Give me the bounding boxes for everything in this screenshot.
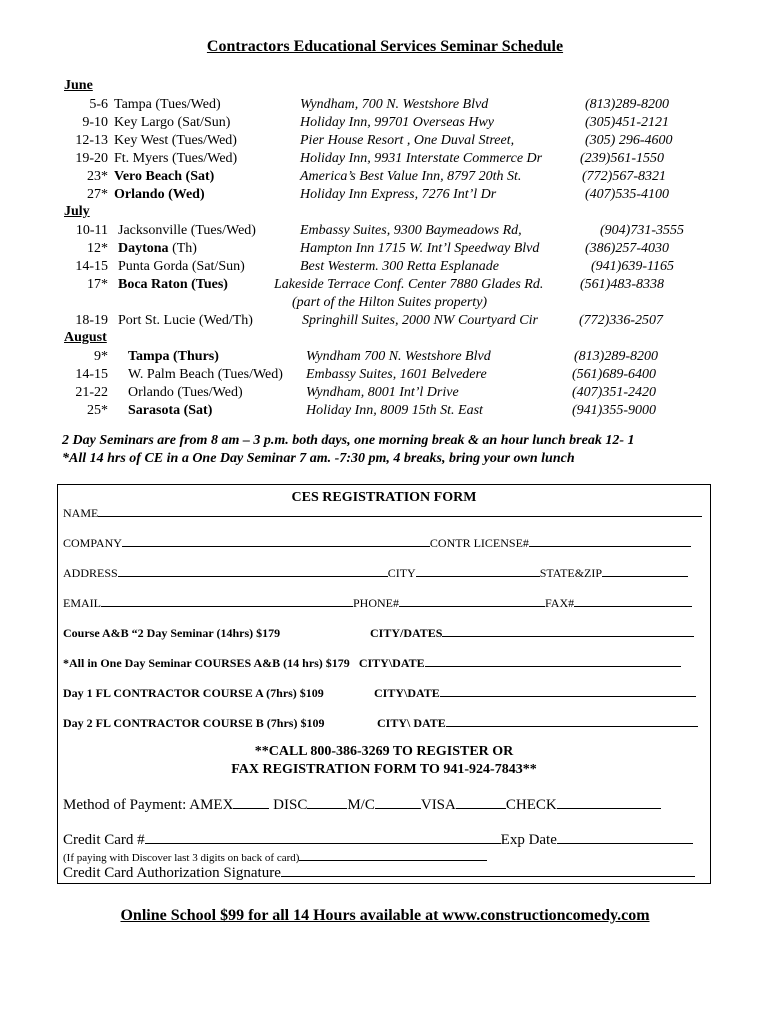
session-city: W. Palm Beach (Tues/Wed) (128, 367, 283, 382)
session-venue: Pier House Resort , One Duval Street, (300, 133, 515, 148)
session-phone: (305)451-2121 (585, 115, 669, 130)
session-phone: (813)289-8200 (574, 349, 658, 364)
session-city: Key West (Tues/Wed) (114, 133, 237, 148)
course-ab-label: Course A&B “2 Day Seminar (14hrs) $179 (63, 626, 281, 640)
session-phone: (904)731-3555 (600, 223, 684, 238)
month-label-august: August (64, 330, 107, 345)
course-ab-city (370, 626, 694, 641)
session-venue: Holiday Inn, 8009 15th St. East (306, 403, 483, 418)
signature-row (63, 865, 695, 882)
check-field[interactable] (557, 797, 661, 809)
check-label: CHECK (505, 797, 557, 813)
session-city: Ft. Myers (Tues/Wed) (114, 151, 238, 166)
discover-note-row (63, 851, 487, 864)
course-one-day-label: *All in One Day Seminar COURSES A&B (14 hrs) $179 (63, 656, 350, 670)
email-row (63, 596, 692, 611)
email-label: EMAIL (63, 596, 101, 610)
session-dates: 23* (87, 169, 108, 184)
session-city: Boca Raton (Tues) (118, 277, 228, 292)
course-a-city (374, 686, 696, 701)
name-row (63, 506, 705, 521)
session-dates: 14-15 (75, 259, 108, 274)
discover-note: (If paying with Discover last 3 digits on back of card) (63, 852, 300, 864)
amex-field[interactable] (233, 797, 269, 809)
session-dates: 10-11 (75, 223, 108, 238)
credit-card-field[interactable] (145, 832, 501, 844)
state-zip-field[interactable] (602, 566, 688, 577)
session-city: Port St. Lucie (Wed/Th) (118, 313, 253, 328)
session-dates: 27* (87, 187, 108, 202)
session-phone: (772)336-2507 (579, 313, 663, 328)
session-phone: (941)639-1165 (591, 259, 674, 274)
session-city: Tampa (Tues/Wed) (114, 97, 221, 112)
license-label: CONTR LICENSE# (429, 536, 529, 550)
month-label-july: July (64, 204, 90, 219)
credit-card-row (63, 832, 693, 849)
session-venue: Wyndham, 700 N. Westshore Blvd (300, 97, 489, 112)
course-b-label: Day 2 FL CONTRACTOR COURSE B (7hrs) $109 (63, 716, 325, 730)
session-phone: (239)561-1550 (580, 151, 664, 166)
session-dates: 18-19 (75, 313, 108, 328)
course-one-day-row (63, 656, 681, 671)
form-title: CES REGISTRATION FORM (291, 490, 477, 505)
session-city: Sarasota (Sat) (128, 403, 213, 418)
session-venue: Embassy Suites, 9300 Baymeadows Rd, (300, 223, 522, 238)
disc-field[interactable] (307, 797, 347, 809)
city-field[interactable] (416, 566, 540, 577)
fax-field[interactable] (574, 596, 692, 607)
mc-label: M/C (347, 797, 375, 813)
session-dates: 5-6 (89, 97, 108, 112)
company-row (63, 536, 691, 551)
session-venue: Embassy Suites, 1601 Belvedere (306, 367, 487, 382)
session-phone: (561)483-8338 (580, 277, 664, 292)
session-dates: 21-22 (75, 385, 108, 400)
month-label-june: June (64, 78, 93, 93)
session-phone: (407)351-2420 (572, 385, 656, 400)
session-venue: Hampton Inn 1715 W. Int’l Speedway Blvd (300, 241, 540, 256)
session-city: Tampa (Thurs) (128, 349, 219, 364)
session-dates: 9-10 (82, 115, 108, 130)
session-phone: (772)567-8321 (582, 169, 666, 184)
session-dates: 19-20 (75, 151, 108, 166)
page-title: Contractors Educational Services Seminar Schedule (206, 38, 564, 55)
session-venue: Springhill Suites, 2000 NW Courtyard Cir (302, 313, 538, 328)
online-school-link[interactable]: Online School $99 for all 14 Hours available at www.constructioncomedy.com (120, 907, 650, 924)
note-two-day: 2 Day Seminars are from 8 am – 3 p.m. both days, one morning break & an hour lunch break 12- 1 (62, 433, 635, 448)
session-venue: Holiday Inn, 99701 Overseas Hwy (300, 115, 495, 130)
signature-field[interactable] (281, 865, 695, 877)
course-ab-row (63, 626, 280, 641)
session-city: Vero Beach (Sat) (114, 169, 215, 184)
session-city: Daytona (Th) (118, 241, 197, 256)
session-dates: 9* (94, 349, 108, 364)
payment-row (63, 797, 661, 814)
note-one-day: *All 14 hrs of CE in a One Day Seminar 7 am. -7:30 pm, 4 breaks, bring your own lunch (62, 451, 575, 466)
session-phone: (305) 296-4600 (585, 133, 673, 148)
course-ab-city-label: CITY/DATES (370, 626, 443, 640)
address-label: ADDRESS (63, 566, 118, 580)
discover-digits-field[interactable] (299, 851, 487, 861)
course-b-city (377, 716, 698, 731)
session-dates: 12* (87, 241, 108, 256)
session-venue: Lakeside Terrace Conf. Center 7880 Glades Rd. (274, 277, 544, 292)
credit-card-label: Credit Card # (63, 832, 145, 848)
session-city: Orlando (Tues/Wed) (128, 385, 243, 400)
fax-label: FAX# (545, 596, 575, 610)
course-a-row (63, 686, 324, 701)
course-a-city-field[interactable] (440, 686, 696, 697)
session-city: Orlando (Wed) (114, 187, 205, 202)
course-b-city-label: CITY\ DATE (377, 716, 446, 730)
session-venue: Holiday Inn, 9931 Interstate Commerce Dr (300, 151, 543, 166)
exp-date-label: Exp Date (500, 832, 557, 848)
city-label: CITY (387, 566, 416, 580)
session-venue: America’s Best Value Inn, 8797 20th St. (300, 169, 522, 184)
signature-label: Credit Card Authorization Signature (63, 865, 281, 881)
session-venue: (part of the Hilton Suites property) (292, 295, 488, 310)
mc-field[interactable] (375, 797, 421, 809)
session-city: Punta Gorda (Sat/Sun) (118, 259, 245, 274)
address-row (63, 566, 688, 581)
phone-field[interactable] (399, 596, 545, 607)
payment-label: Method of Payment: AMEX (63, 797, 234, 813)
company-label: COMPANY (63, 536, 122, 550)
session-phone: (941)355-9000 (572, 403, 656, 418)
session-phone: (813)289-8200 (585, 97, 669, 112)
company-field[interactable] (122, 536, 430, 547)
session-venue: Wyndham, 8001 Int’l Drive (306, 385, 459, 400)
session-phone: (407)535-4100 (585, 187, 669, 202)
session-phone: (386)257-4030 (585, 241, 669, 256)
session-dates: 17* (87, 277, 108, 292)
course-ab-city-field[interactable] (442, 626, 694, 637)
course-one-day-city-field[interactable] (425, 656, 681, 667)
license-field[interactable] (529, 536, 691, 547)
session-venue: Best Westerm. 300 Retta Esplanade (300, 259, 499, 274)
course-a-city-label: CITY\DATE (374, 686, 440, 700)
name-field[interactable] (98, 506, 702, 517)
course-a-label: Day 1 FL CONTRACTOR COURSE A (7hrs) $109 (63, 686, 324, 700)
session-city: Key Largo (Sat/Sun) (114, 115, 231, 130)
exp-date-field[interactable] (557, 832, 693, 844)
session-dates: 12-13 (75, 133, 108, 148)
course-b-row (63, 716, 324, 731)
email-field[interactable] (101, 596, 353, 607)
course-one-day-city-label: CITY\DATE (358, 656, 425, 670)
session-venue: Holiday Inn Express, 7276 Int’l Dr (300, 187, 497, 202)
course-b-city-field[interactable] (446, 716, 698, 727)
disc-label: DISC (273, 797, 308, 813)
session-phone: (561)689-6400 (572, 367, 656, 382)
fax-registration: FAX REGISTRATION FORM TO 941-924-7843** (231, 762, 537, 777)
visa-field[interactable] (456, 797, 506, 809)
visa-label: VISA (420, 797, 456, 813)
address-field[interactable] (118, 566, 388, 577)
session-dates: 14-15 (75, 367, 108, 382)
state-zip-label: STATE&ZIP (539, 566, 603, 580)
session-city: Jacksonville (Tues/Wed) (118, 223, 256, 238)
session-dates: 25* (87, 403, 108, 418)
phone-label: PHONE# (353, 596, 400, 610)
call-to-register: **CALL 800-386-3269 TO REGISTER OR (254, 744, 514, 759)
name-label: NAME (63, 506, 99, 520)
session-venue: Wyndham 700 N. Westshore Blvd (306, 349, 491, 364)
